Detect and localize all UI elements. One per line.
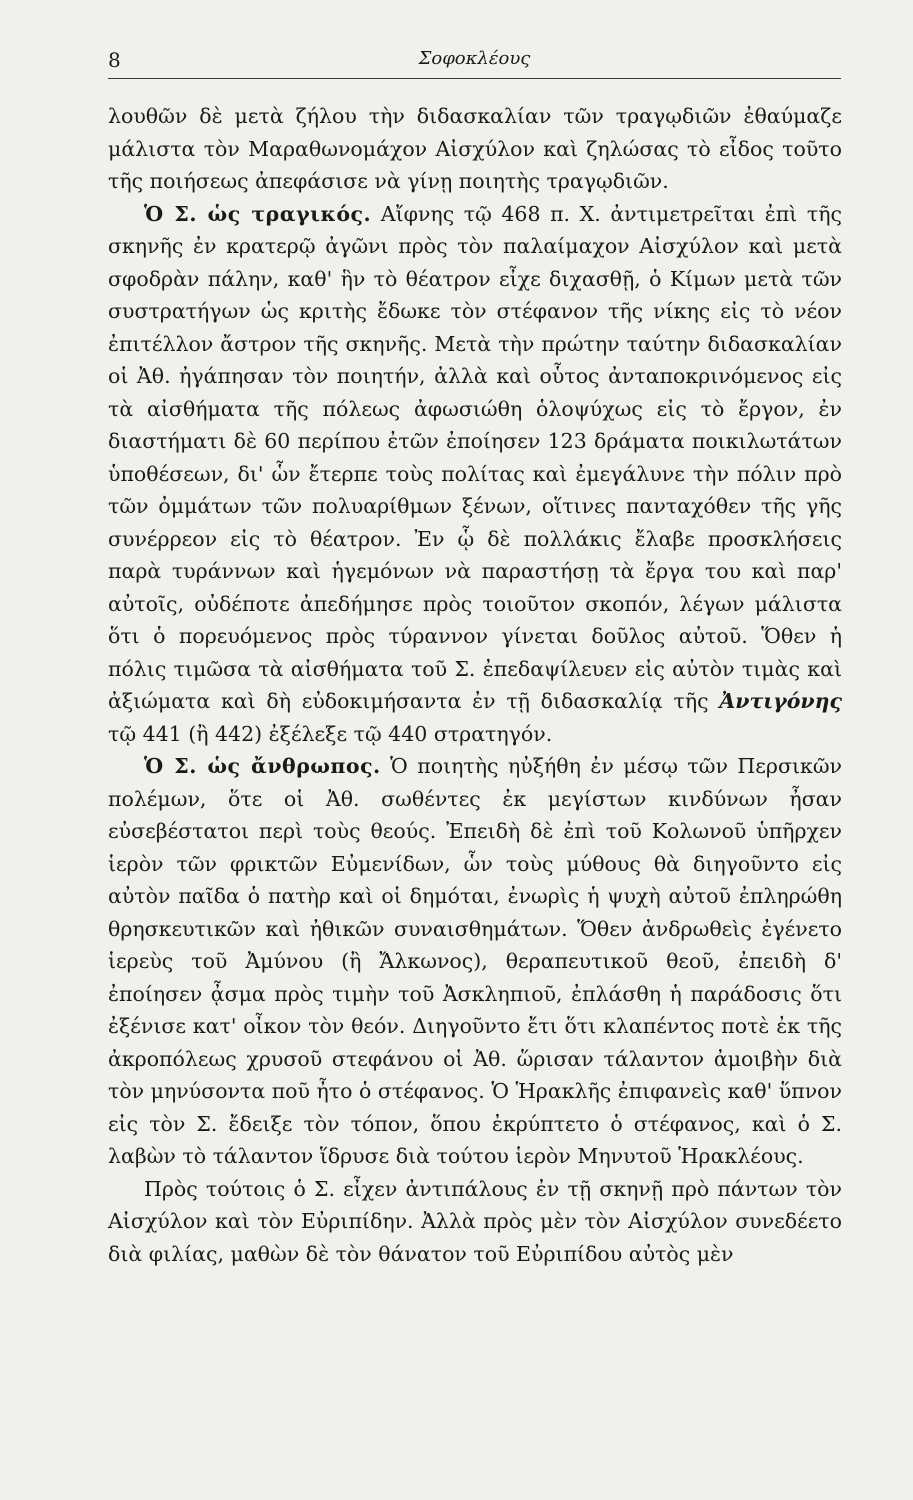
paragraph-continuation — [108, 100, 842, 198]
paragraph-tragic-poet — [108, 198, 842, 751]
paragraph-text: τῷ 441 (ἢ 442) ἐξέλεξε τῷ 440 στρατηγόν. — [108, 721, 553, 746]
paragraph-text: Πρὸς τούτοις ὁ Σ. εἶχεν ἀντιπάλους ἐν τῇ σκηνῇ πρὸ πάντων τὸν Αἰσχύλον καὶ τὸν Εὐριπίδην. Ἀλλὰ πρὸς μὲν τὸν Αἰσχύλον συνεδέετο διὰ φιλίας, μαθὼν δὲ τὸν θάνατον τοῦ Εὐριπίδου αὐτὸς μὲν — [108, 1176, 842, 1266]
running-title: Σοφοκλέους — [418, 48, 531, 69]
paragraph-text: Αἴφνης τῷ 468 π. Χ. ἀντιμετρεῖται ἐπὶ τῆς σκηνῆς ἐν κρατερῷ ἀγῶνι πρὸς τὸν παλαίμαχον Αἰσχύλον καὶ μετὰ σφοδρὰν πάλην, καθ' ἣν τὸ θέατρον εἶχε διχασθῇ, ὁ Κίμων μετὰ τῶν συστρατήγων ὡς κριτὴς ἔδωκε τὸν στέφανον τῆς νίκης εἰς τὸ νέον ἐπιτέλλον ἄστρον τῆς σκηνῆς. Μετὰ τὴν πρώτην ταύτην διδασκαλίαν οἱ Ἀθ. ἠγάπησαν τὸν ποιητήν, ἀλλὰ καὶ οὗτος ἀνταποκρινόμενος εἰς τὰ αἰσθήματα τῆς πόλεως ἀφωσιώθη ὁλοψύχως εἰς τὸ ἔργον, ἐν διαστήματι δὲ 60 περίπου ἐτῶν ἐποίησεν 123 δράματα ποικιλωτάτων ὑποθέσεων, δι' ὧν ἔτερπε τοὺς πολίτας καὶ ἐμεγάλυνε τὴν πόλιν πρὸ τῶν ὀμμάτων τῶν πολυαρίθμων ξένων, οἵτινες πανταχόθεν τῆς γῆς συνέρρεον εἰς τὸ θέατρον. Ἐν ᾧ δὲ πολλάκις ἔλαβε προσκλήσεις παρὰ τυράννων καὶ ἡγεμόνων νὰ παραστήσῃ τὰ ἔργα του καὶ παρ' αὐτοῖς, οὐδέποτε ἀπεδήμησε πρὸς τοιοῦτον σκοπόν, λέγων μάλιστα ὅτι ὁ πορευόμενος πρὸς τύραννον γίνεται δοῦλος αὐτοῦ. Ὅθεν ἡ πόλις τιμῶσα τὰ αἰσθήματα τοῦ Σ. ἐπεδαψίλευεν εἰς αὐτὸν τιμὰς καὶ ἀξιώματα καὶ δὴ εὐδοκιμήσαντα ἐν τῇ διδασκαλίᾳ τῆς — [108, 201, 842, 713]
paragraph-text: λουθῶν δὲ μετὰ ζήλου τὴν διδασκαλίαν τῶν τραγῳδιῶν ἐθαύμαζε μάλιστα τὸν Μαραθωνομάχον Αἰσχύλον καὶ ζηλώσας τὸ εἶδος τοῦτο τῆς ποιήσεως ἀπεφάσισε νὰ γίνῃ ποιητὴς τραγῳδιῶν. — [108, 104, 842, 193]
page-number: 8 — [108, 48, 121, 72]
paragraph-rivals — [108, 1173, 842, 1271]
paragraph-as-man — [108, 750, 842, 1173]
page-header — [108, 46, 841, 79]
paragraph-text: Ὁ ποιητὴς ηὐξήθη ἐν μέσῳ τῶν Περσικῶν πολέμων, ὅτε οἱ Ἀθ. σωθέντες ἐκ μεγίστων κινδύνων ἦσαν εὐσεβέστατοι περὶ τοὺς θεούς. Ἐπειδὴ δὲ ἐπὶ τοῦ Κολωνοῦ ὑπῆρχεν ἱερὸν τῶν φρικτῶν Εὐμενίδων, ὧν τοὺς μύθους θὰ διηγοῦντο εἰς αὐτὸν παῖδα ὁ πατὴρ καὶ οἱ δημόται, ἐνωρὶς ἡ ψυχὴ αὐτοῦ ἐπληρώθη θρησκευτικῶν καὶ ἠθικῶν συναισθημάτων. Ὅθεν ἀνδρωθεὶς ἐγένετο ἱερεὺς τοῦ Ἀμύνου (ἢ Ἄλκωνος), θεραπευτικοῦ θεοῦ, ἐπειδὴ δ' ἐποίησεν ᾆσμα πρὸς τιμὴν τοῦ Ἀσκληπιοῦ, ἐπλάσθη ἡ παράδοσις ὅτι ἐξένισε κατ' οἶκον τὸν θεόν. Διηγοῦντο ἔτι ὅτι κλαπέντος ποτὲ ἐκ τῆς ἀκροπόλεως χρυσοῦ στεφάνου οἱ Ἀθ. ὥρισαν τάλαντον ἀμοιβὴν διὰ τὸν μηνύσοντα ποῦ ἦτο ὁ στέφανος. Ὁ Ἡρακλῆς ἐπιφανεὶς καθ' ὕπνον εἰς τὸν Σ. ἔδειξε τὸν τόπον, ὅπου ἐκρύπτετο ὁ στέφανος, καὶ ὁ Σ. λαβὼν τὸ τάλαντον ἵδρυσε διὰ τούτου ἱερὸν Μηνυτοῦ Ἡρακλέους. — [108, 754, 842, 1168]
section-heading-man: Ὁ Σ. ὡς ἄνθρωπος. — [144, 754, 381, 778]
section-heading-tragic: Ὁ Σ. ὡς τραγικός. — [144, 201, 372, 226]
body-text — [108, 100, 842, 1270]
play-title-antigone: Ἀντιγόνης — [719, 689, 842, 713]
